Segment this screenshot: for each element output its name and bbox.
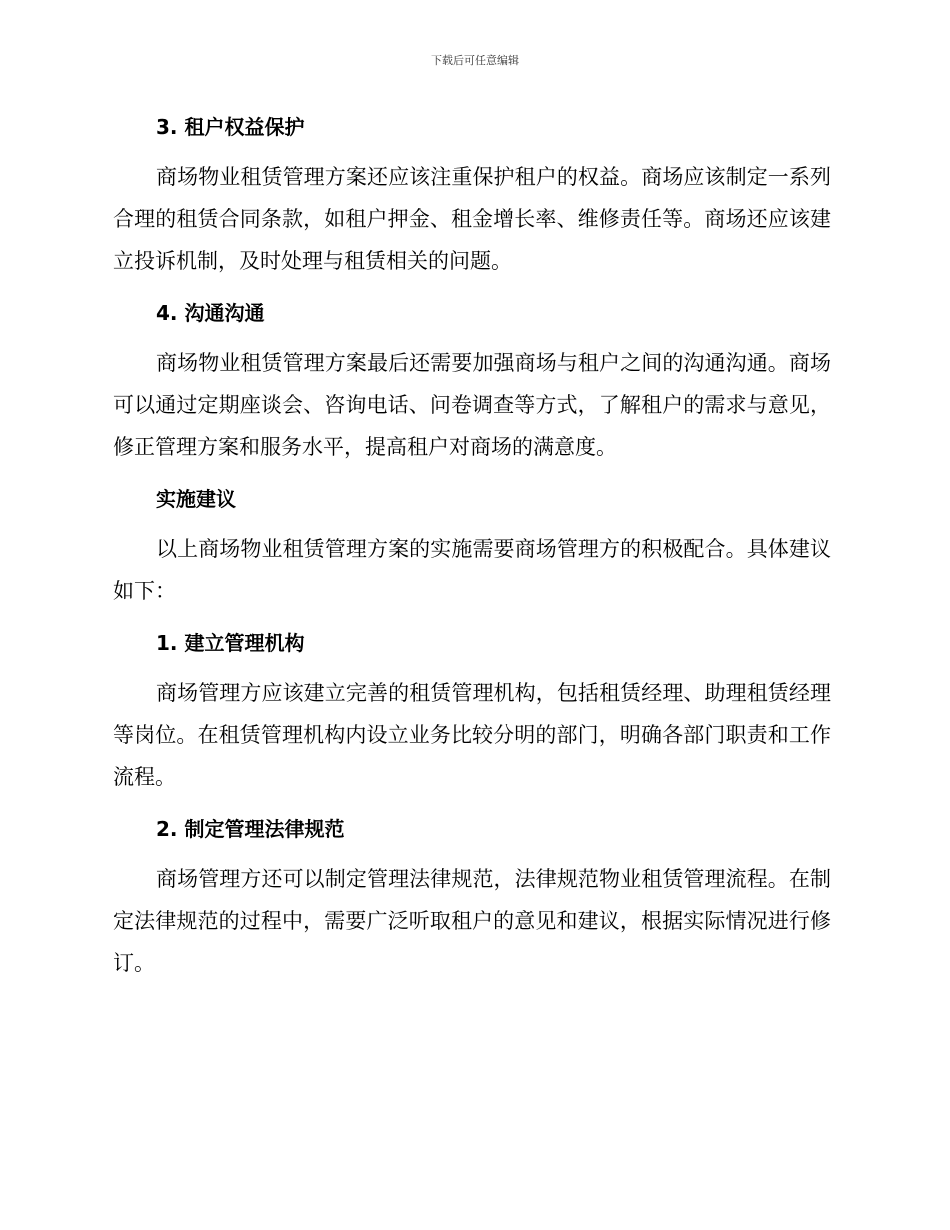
section-implementation: [113, 480, 831, 612]
section-paragraph: 商场管理方还可以制定管理法律规范，法律规范物业租赁管理流程。在制定法律规范的过程中，需要广泛听取租户的意见和建议，根据实际情况进行修订。: [113, 867, 831, 975]
section-heading: 1. 建立管理机构: [156, 631, 305, 655]
section-heading: 2. 制定管理法律规范: [156, 817, 345, 841]
section-paragraph: 商场物业租赁管理方案最后还需要加强商场与租户之间的沟通沟通。商场可以通过定期座谈会、咨询电话、问卷调查等方式，了解租户的需求与意见，修正管理方案和服务水平，提高租户对商场的满意度。: [113, 351, 831, 459]
section-heading: 4. 沟通沟通: [156, 301, 265, 325]
section-heading: 实施建议: [156, 487, 236, 511]
section-paragraph: 商场物业租赁管理方案还应该注重保护租户的权益。商场应该制定一系列合理的租赁合同条款，如租户押金、租金增长率、维修责任等。商场还应该建立投诉机制，及时处理与租赁相关的问题。: [113, 165, 831, 273]
section-management-agency: [113, 624, 831, 798]
section-paragraph: 商场管理方应该建立完善的租赁管理机构，包括租赁经理、助理租赁经理等岗位。在租赁管理机构内设立业务比较分明的部门，明确各部门职责和工作流程。: [113, 681, 831, 789]
document-body: [113, 108, 831, 996]
section-paragraph: 以上商场物业租赁管理方案的实施需要商场管理方的积极配合。具体建议如下：: [113, 537, 831, 603]
section-tenant-rights: [113, 108, 831, 282]
section-communication: [113, 294, 831, 468]
page-header: 下载后可任意编辑: [431, 54, 519, 67]
section-heading: 3. 租户权益保护: [156, 115, 305, 139]
section-legal-norms: [113, 810, 831, 984]
